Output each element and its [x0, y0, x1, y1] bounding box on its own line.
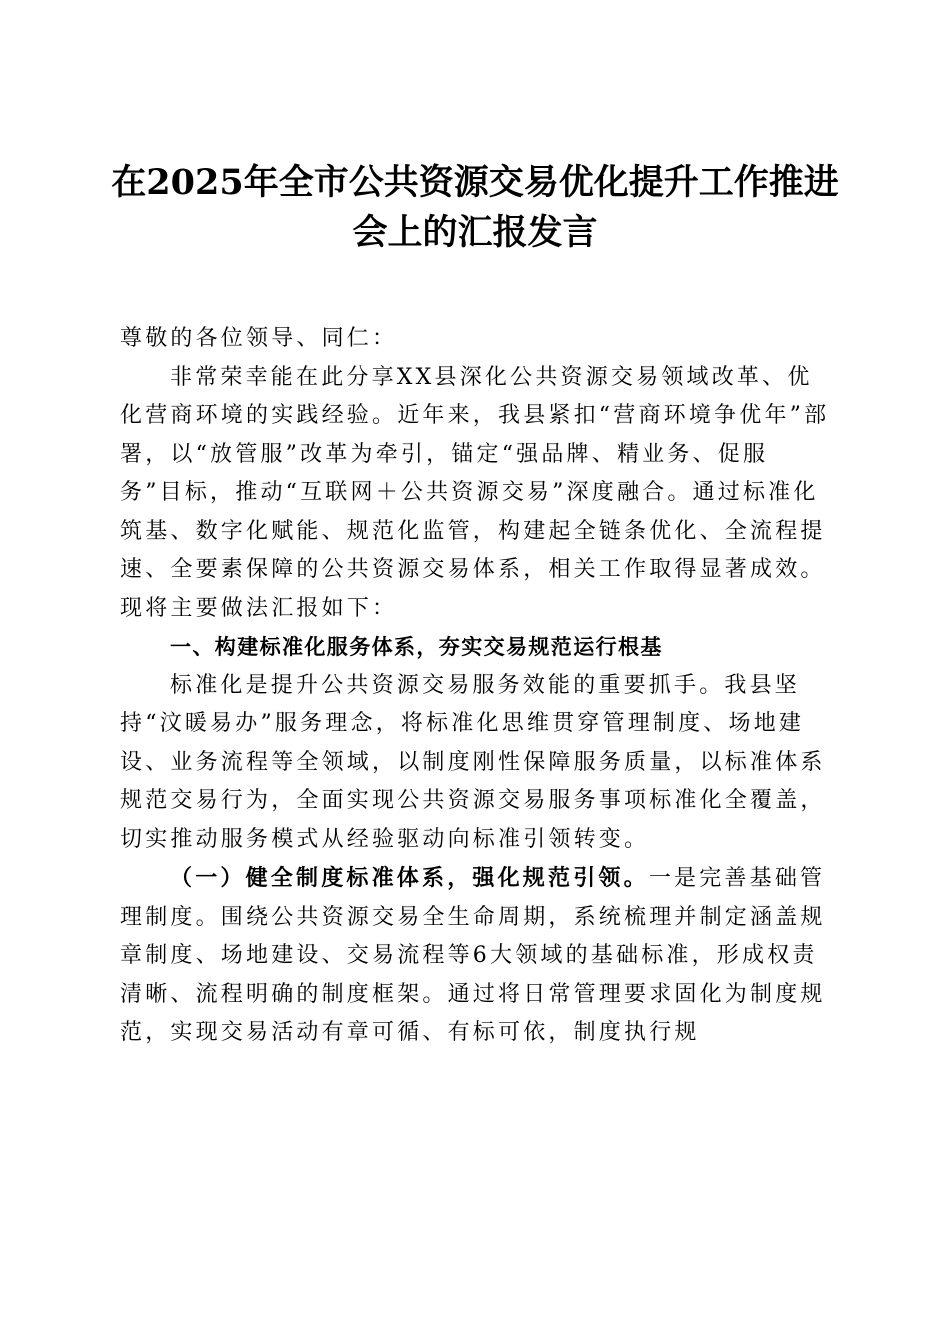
subsection-1-heading: （一）健全制度标准体系，强化规范引领。	[170, 865, 649, 891]
intro-paragraph: 非常荣幸能在此分享XX县深化公共资源交易领域改革、优化营商环境的实践经验。近年来，我县紧扣“营商环境争优年”部署，以“放管服”改革为牵引，锚定“强品牌、精业务、促服务”目标，推动“互联网＋公共资源交易”深度融合。通过标准化筑基、数字化赋能、规范化监管，构建起全链条优化、全流程提速、全要素保障的公共资源交易体系，相关工作取得显著成效。现将主要做法汇报如下：	[120, 364, 830, 621]
section-1-heading: 一、构建标准化服务体系，夯实交易规范运行根基	[170, 635, 663, 659]
section-1-paragraph: 标准化是提升公共资源交易服务效能的重要抓手。我县坚持“汶暖易办”服务理念，将标准化思维贯穿管理制度、场地建设、业务流程等全领域，以制度刚性保障服务质量，以标准体系规范交易行为，全面实现公共资源交易服务事项标准化全覆盖，切实推动服务模式从经验驱动向标准引领转变。	[120, 672, 826, 852]
subsection-1-paragraph	[120, 859, 832, 1053]
greeting: 尊敬的各位领导、同仁：	[120, 326, 398, 351]
subsection-1-text: 一是完善基础管理制度。围绕公共资源交易全生命周期，系统梳理并制定涵盖规章制度、场地建设、交易流程等6大领域的基础标准，形成权责清晰、流程明确的制度框架。通过将日常管理要求固化为制度规范，实现交易活动有章可循、有标可依，制度执行规	[120, 866, 826, 1045]
document-title: 在2025年全市公共资源交易优化提升工作推进会上的汇报发言	[111, 162, 839, 253]
document-body	[120, 320, 832, 1053]
